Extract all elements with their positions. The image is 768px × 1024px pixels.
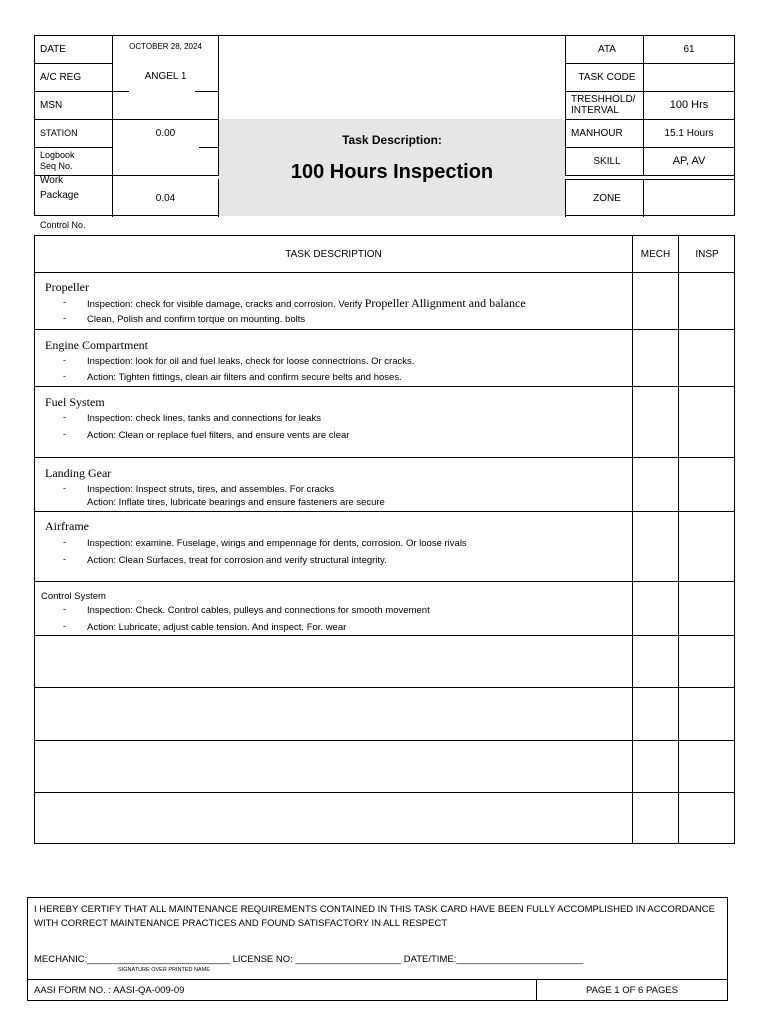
blank-row: [35, 792, 734, 843]
skill-value: AP, AV: [672, 155, 706, 167]
table-row: Landing Gear - Inspection: Inspect struts, tires, and assembles. For cracks Action: Inflate tires, lubricate bearings and ensure fasteners are secure: [35, 457, 734, 511]
blank-task-cell[interactable]: [35, 688, 633, 740]
blank-task-cell[interactable]: [35, 793, 633, 843]
task-description-label: Task Description:: [342, 133, 442, 147]
work-package-value: 0.04: [113, 179, 219, 217]
date-label: DATE: [35, 36, 113, 63]
section-line: Action: Tighten fittings, clean air filters and confirm secure belts and hoses.: [87, 372, 402, 383]
insp-signoff-cell[interactable]: [679, 330, 735, 386]
signature-note: SIGNATURE OVER PRINTED NAME: [118, 967, 210, 973]
certification-box: [27, 897, 728, 1001]
mech-signoff-cell[interactable]: [633, 458, 679, 511]
ata-value: 61: [683, 44, 695, 55]
section-title: Engine Compartment: [45, 338, 148, 352]
section-line: Inspection: check for visible damage, cracks and corrosion. Verify Propeller Allignment and balance: [87, 296, 526, 310]
section-line: Clean, Polish and confirm torque on mounting. bolts: [87, 314, 306, 325]
ata-label: ATA: [565, 36, 644, 63]
col-header-mech: MECH: [633, 236, 679, 272]
mech-signoff-cell[interactable]: [633, 636, 679, 687]
section-line: Action: Lubricate, adjust cable tension. And inspect. For. wear: [87, 622, 347, 633]
task-code-value: [644, 63, 734, 91]
insp-signoff-cell[interactable]: [679, 512, 735, 581]
table-header-row: [35, 236, 734, 272]
form-footer: [28, 979, 727, 1000]
date-value: OCTOBER 28, 2024: [113, 36, 219, 63]
zone-label: ZONE: [565, 179, 644, 217]
section-line: Action: Clean or replace fuel filters, and ensure vents are clear: [87, 430, 350, 441]
blank-task-cell[interactable]: [35, 636, 633, 687]
logbook-value: [113, 147, 219, 175]
blank-row: [35, 635, 734, 687]
zone-value: [644, 179, 734, 217]
insp-signoff-cell[interactable]: [679, 273, 735, 329]
mech-signoff-cell[interactable]: [633, 793, 679, 843]
table-row: Propeller - Inspection: check for visible damage, cracks and corrosion. Verify Propeller Allignment and balance - Clean, Polish and confirm torque on mounting. bolts: [35, 272, 734, 329]
control-no-label: Control No.: [40, 220, 86, 230]
section-line: Inspection: Check. Control cables, pulleys and connections for smooth movement: [87, 605, 430, 616]
station-value: 0.00: [113, 119, 219, 147]
col-header-insp: INSP: [695, 248, 719, 260]
table-row: Engine Compartment - Inspection: look for oil and fuel leaks, check for loose connectrions. Or cracks. - Action: Tighten fittings, clean air filters and confirm secure belts and hoses.: [35, 329, 734, 386]
insp-signoff-cell[interactable]: [679, 688, 735, 740]
msn-value: [113, 91, 219, 119]
insp-signoff-cell[interactable]: [679, 793, 735, 843]
mech-signoff-cell[interactable]: [633, 273, 679, 329]
col-header-task: TASK DESCRIPTION: [35, 236, 633, 272]
insp-signoff-cell[interactable]: [679, 741, 735, 792]
section-line: Inspection: look for oil and fuel leaks, check for loose connectrions. Or cracks.: [87, 356, 415, 367]
mech-signoff-cell[interactable]: [633, 330, 679, 386]
ac-reg-label: A/C REG: [35, 63, 113, 91]
section-title: Fuel System: [45, 395, 105, 409]
certification-statement: I HEREBY CERTIFY THAT ALL MAINTENANCE REQUIREMENTS CONTAINED IN THIS TASK CARD HAVE BEEN FULLY ACCOMPLISHED IN ACCORDANCE WITH CORRECT MAINTENANCE PRACTICES AND FOUND SATISFACTORY IN ALL RESPECT: [34, 904, 715, 929]
task-description-title: 100 Hours Inspection: [290, 161, 494, 183]
mech-signoff-cell[interactable]: [633, 741, 679, 792]
section-line: Inspection: Inspect struts, tires, and assembles. For cracks: [87, 484, 335, 495]
page-indicator: PAGE 1 OF 6 PAGES: [536, 980, 727, 1001]
section-title: Control System: [41, 591, 106, 602]
mech-signoff-cell[interactable]: [633, 387, 679, 457]
table-row: Airframe - Inspection: examine. Fuselage, wings and empennage for dents, corrosion. Or loose rivals - Action: Clean Surfaces, treat for corrosion and verify structural integrity.: [35, 511, 734, 581]
section-line: Action: Inflate tires, lubricate bearings and ensure fasteners are secure: [87, 497, 385, 508]
task-card-header: [34, 35, 735, 216]
blank-row: [35, 687, 734, 740]
interval-label: TRESHHOLD/ INTERVAL: [565, 91, 644, 119]
task-table: [34, 235, 735, 844]
insp-signoff-cell[interactable]: [679, 387, 735, 457]
insp-signoff-cell[interactable]: [679, 458, 735, 511]
section-title: Propeller: [45, 280, 89, 294]
table-row: Control System - Inspection: Check. Control cables, pulleys and connections for smooth movement - Action: Lubricate, adjust cable tension. And inspect. For. wear: [35, 581, 734, 635]
mech-signoff-cell[interactable]: [633, 512, 679, 581]
mech-signoff-cell[interactable]: [633, 582, 679, 635]
station-label: STATION: [35, 119, 113, 147]
section-title: Airframe: [45, 519, 89, 533]
interval-value: 100 Hrs: [669, 99, 709, 111]
insp-signoff-cell[interactable]: [679, 582, 735, 635]
section-title: Landing Gear: [45, 466, 112, 480]
ac-reg-value: ANGEL 1: [113, 63, 219, 91]
task-code-label: TASK CODE: [565, 63, 644, 91]
blank-task-cell[interactable]: [35, 741, 633, 792]
work-package-label: Work Package: [35, 175, 113, 217]
task-description-box: [219, 119, 565, 216]
skill-label: SKILL: [565, 147, 644, 175]
mech-signoff-cell[interactable]: [633, 688, 679, 740]
insp-signoff-cell[interactable]: [679, 636, 735, 687]
logbook-label: Logbook Seq No.: [35, 147, 113, 175]
signature-line[interactable]: MECHANIC:___________________________ LICENSE NO: ____________________ DATE/TIME:________________________: [34, 954, 584, 965]
blank-row: [35, 740, 734, 792]
section-line: Inspection: examine. Fuselage, wings and empennage for dents, corrosion. Or loose rivals: [87, 538, 467, 549]
table-row: Fuel System - Inspection: check lines, tanks and connections for leaks - Action: Clean or replace fuel filters, and ensure vents are clear: [35, 386, 734, 457]
msn-label: MSN: [35, 91, 113, 119]
manhour-value: 15.1 Hours: [664, 127, 714, 139]
manhour-label: MANHOUR: [565, 119, 644, 147]
form-number: AASI FORM NO. : AASI-QA-009-09: [34, 985, 185, 996]
section-line: Action: Clean Surfaces, treat for corrosion and verify structural integrity.: [87, 555, 387, 566]
section-line: Inspection: check lines, tanks and connections for leaks: [87, 413, 321, 424]
